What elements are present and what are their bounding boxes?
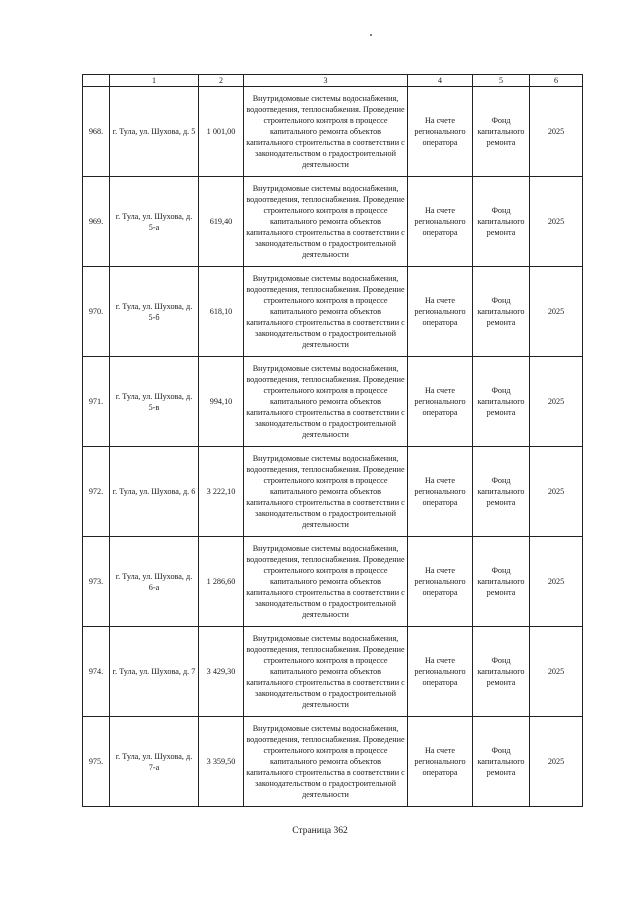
row-funding-source: На счете регионального оператора [408,627,473,717]
row-fund-name: Фонд капитального ремонта [473,627,530,717]
row-address: г. Тула, ул. Шухова, д. 5 [110,87,199,177]
row-works-description: Внутридомовые системы водоснабжения, водоотведения, теплоснабжения. Проведение строительного контроля в процессе капитального ремонта объектов капитального строительства в соответствии с законодательством о градостроительной деятельности [244,447,408,537]
table-row [83,87,583,177]
row-works-description: Внутридомовые системы водоснабжения, водоотведения, теплоснабжения. Проведение строительного контроля в процессе капитального ремонта объектов капитального строительства в соответствии с законодательством о градостроительной деятельности [244,177,408,267]
row-works-description: Внутридомовые системы водоснабжения, водоотведения, теплоснабжения. Проведение строительного контроля в процессе капитального ремонта объектов капитального строительства в соответствии с законодательством о градостроительной деятельности [244,357,408,447]
row-funding-source: На счете регионального оператора [408,357,473,447]
row-index: 973. [83,537,110,627]
row-year: 2025 [530,627,583,717]
row-fund-name: Фонд капитального ремонта [473,87,530,177]
row-year: 2025 [530,267,583,357]
column-number: 2 [199,75,244,87]
row-address: г. Тула, ул. Шухова, д. 7 [110,627,199,717]
column-number: 4 [408,75,473,87]
row-works-description: Внутридомовые системы водоснабжения, водоотведения, теплоснабжения. Проведение строительного контроля в процессе капитального ремонта объектов капитального строительства в соответствии с законодательством о градостроительной деятельности [244,267,408,357]
row-cost: 994,10 [199,357,244,447]
row-funding-source: На счете регионального оператора [408,537,473,627]
row-index: 969. [83,177,110,267]
row-cost: 618,10 [199,267,244,357]
row-index: 975. [83,717,110,807]
page-number: Страница 362 [292,826,348,836]
row-year: 2025 [530,717,583,807]
table-row [83,447,583,537]
row-address: г. Тула, ул. Шухова, д. 6 [110,447,199,537]
table-row [83,357,583,447]
row-funding-source: На счете регионального оператора [408,177,473,267]
row-fund-name: Фонд капитального ремонта [473,267,530,357]
row-cost: 3 359,50 [199,717,244,807]
row-fund-name: Фонд капитального ремонта [473,447,530,537]
row-cost: 3 222,10 [199,447,244,537]
row-address: г. Тула, ул. Шухова, д. 5-б [110,267,199,357]
row-index: 972. [83,447,110,537]
column-number: 3 [244,75,408,87]
table-row [83,177,583,267]
row-works-description: Внутридомовые системы водоснабжения, водоотведения, теплоснабжения. Проведение строительного контроля в процессе капитального ремонта объектов капитального строительства в соответствии с законодательством о градостроительной деятельности [244,717,408,807]
table-row [83,627,583,717]
row-address: г. Тула, ул. Шухова, д. 5-в [110,357,199,447]
column-number-row [83,75,583,87]
row-funding-source: На счете регионального оператора [408,447,473,537]
row-index: 968. [83,87,110,177]
row-year: 2025 [530,87,583,177]
row-year: 2025 [530,537,583,627]
row-address: г. Тула, ул. Шухова, д. 5-а [110,177,199,267]
row-works-description: Внутридомовые системы водоснабжения, водоотведения, теплоснабжения. Проведение строительного контроля в процессе капитального ремонта объектов капитального строительства в соответствии с законодательством о градостроительной деятельности [244,537,408,627]
row-works-description: Внутридомовые системы водоснабжения, водоотведения, теплоснабжения. Проведение строительного контроля в процессе капитального ремонта объектов капитального строительства в соответствии с законодательством о градостроительной деятельности [244,87,408,177]
row-address: г. Тула, ул. Шухова, д. 6-а [110,537,199,627]
row-fund-name: Фонд капитального ремонта [473,537,530,627]
row-cost: 1 001,00 [199,87,244,177]
scan-speck [370,34,372,36]
row-index: 970. [83,267,110,357]
row-year: 2025 [530,357,583,447]
row-fund-name: Фонд капитального ремонта [473,177,530,267]
row-funding-source: На счете регионального оператора [408,267,473,357]
table-row [83,267,583,357]
column-number: 5 [473,75,530,87]
table-row [83,537,583,627]
row-index: 971. [83,357,110,447]
table-body [83,87,583,807]
row-year: 2025 [530,177,583,267]
row-year: 2025 [530,447,583,537]
row-funding-source: На счете регионального оператора [408,87,473,177]
row-works-description: Внутридомовые системы водоснабжения, водоотведения, теплоснабжения. Проведение строительного контроля в процессе капитального ремонта объектов капитального строительства в соответствии с законодательством о градостроительной деятельности [244,627,408,717]
row-cost: 1 286,60 [199,537,244,627]
repair-registry-table [82,74,583,807]
column-number: 6 [530,75,583,87]
column-number: 1 [110,75,199,87]
row-fund-name: Фонд капитального ремонта [473,717,530,807]
row-cost: 619,40 [199,177,244,267]
row-index: 974. [83,627,110,717]
row-funding-source: На счете регионального оператора [408,717,473,807]
row-fund-name: Фонд капитального ремонта [473,357,530,447]
column-number-blank [83,75,110,87]
row-address: г. Тула, ул. Шухова, д. 7-а [110,717,199,807]
table-row [83,717,583,807]
row-cost: 3 429,30 [199,627,244,717]
